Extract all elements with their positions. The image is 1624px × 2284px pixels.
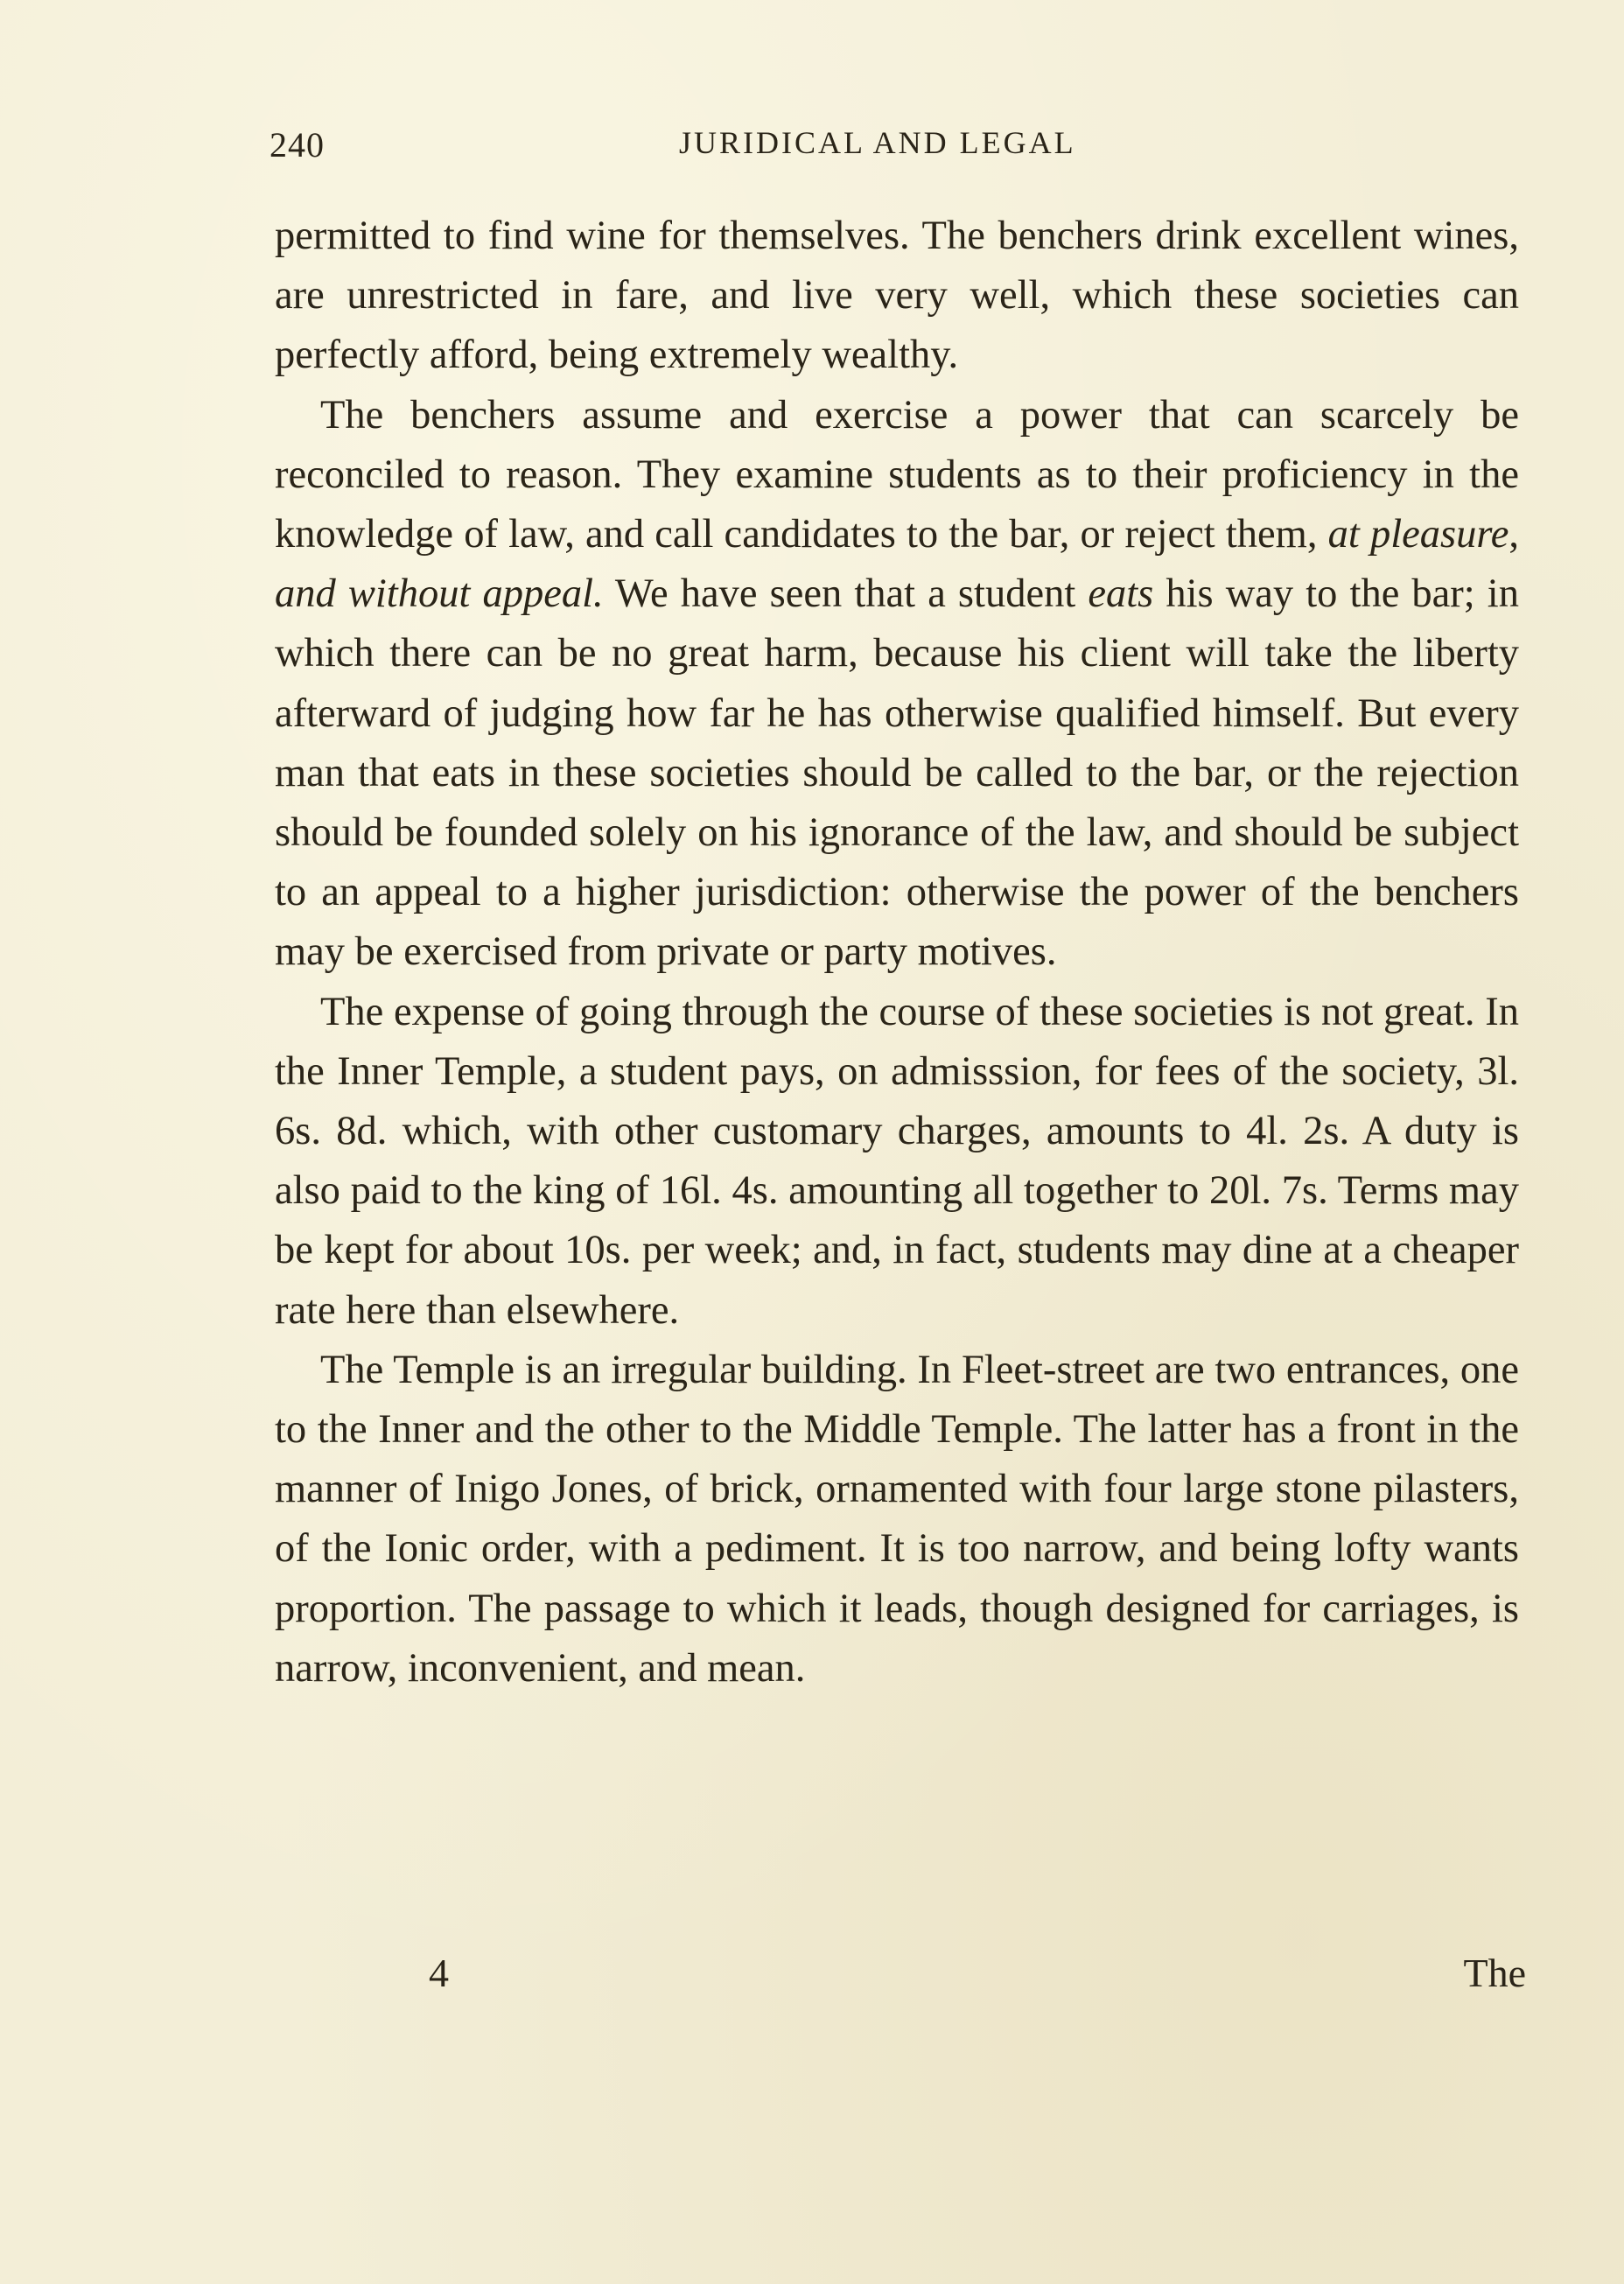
text-run: The expense of going through the course of these societies is not great. In the Inner Temple, a student pays, on admisssion, for fees of the society, 3l. 6s. 8d. which, with other customary charges, amounts to 4l. 2s. A duty is also paid to the king of 16l. 4s. amounting all together to 20l. 7s. Terms may be kept for about 10s. per week; and, in fact, students may dine at a cheaper rate here than elsewhere. <box>275 989 1519 1333</box>
text-run: permitted to find wine for themselves. The benchers drink excellent wines, are unrestricted in fare, and live very well, which these societies can perfectly afford, being extremely wealthy. <box>275 214 1519 378</box>
text-run: , <box>1508 512 1519 557</box>
paragraph <box>275 983 1519 1341</box>
text-run: We have seen that a student <box>603 571 1088 617</box>
paragraph <box>275 207 1519 386</box>
text-run: his way to the bar; in which there can be no great harm, because his client will take the liberty afterward of judging how far he has otherwise qualified himself. But every man that eats in these societies should be called to the bar, or the rejection should be founded solely on his ignorance of the law, and should be subject to an appeal to a higher jurisdiction: otherwise the power of the benchers may be exercised from private or party motives. <box>275 571 1519 975</box>
paragraph <box>275 386 1519 983</box>
signature-mark: 4 <box>429 1951 449 1995</box>
page-header <box>270 124 1521 177</box>
text-run: The benchers assume and exercise a power that can scarcely be reconciled to reason. They examine students as to their proficiency in the knowledge of law, and call candidates to the bar, or reject them, <box>275 392 1519 557</box>
text-run: The Temple is an irregular building. In Fleet-street are two entrances, one to the Inner and the other to the Middle Temple. The latter has a front in the manner of Inigo Jones, of brick, ornamented with four large stone pilasters, of the Ionic order, with a pediment. It is too narrow, and being lofty wants proportion. The passage to which it leads, though designed for carriages, is narrow, inconvenient, and mean. <box>275 1347 1519 1691</box>
running-head: JURIDICAL AND LEGAL <box>679 125 1076 160</box>
body-text <box>275 207 1519 1699</box>
paragraph <box>275 1341 1519 1699</box>
italic-text-run: and without appeal. <box>275 571 604 617</box>
italic-text-run: eats <box>1088 571 1154 617</box>
page-number: 240 <box>270 125 325 165</box>
page-footer <box>275 1950 1526 2002</box>
catchword: The <box>1463 1951 1526 1995</box>
italic-text-run: at pleasure <box>1327 512 1509 557</box>
